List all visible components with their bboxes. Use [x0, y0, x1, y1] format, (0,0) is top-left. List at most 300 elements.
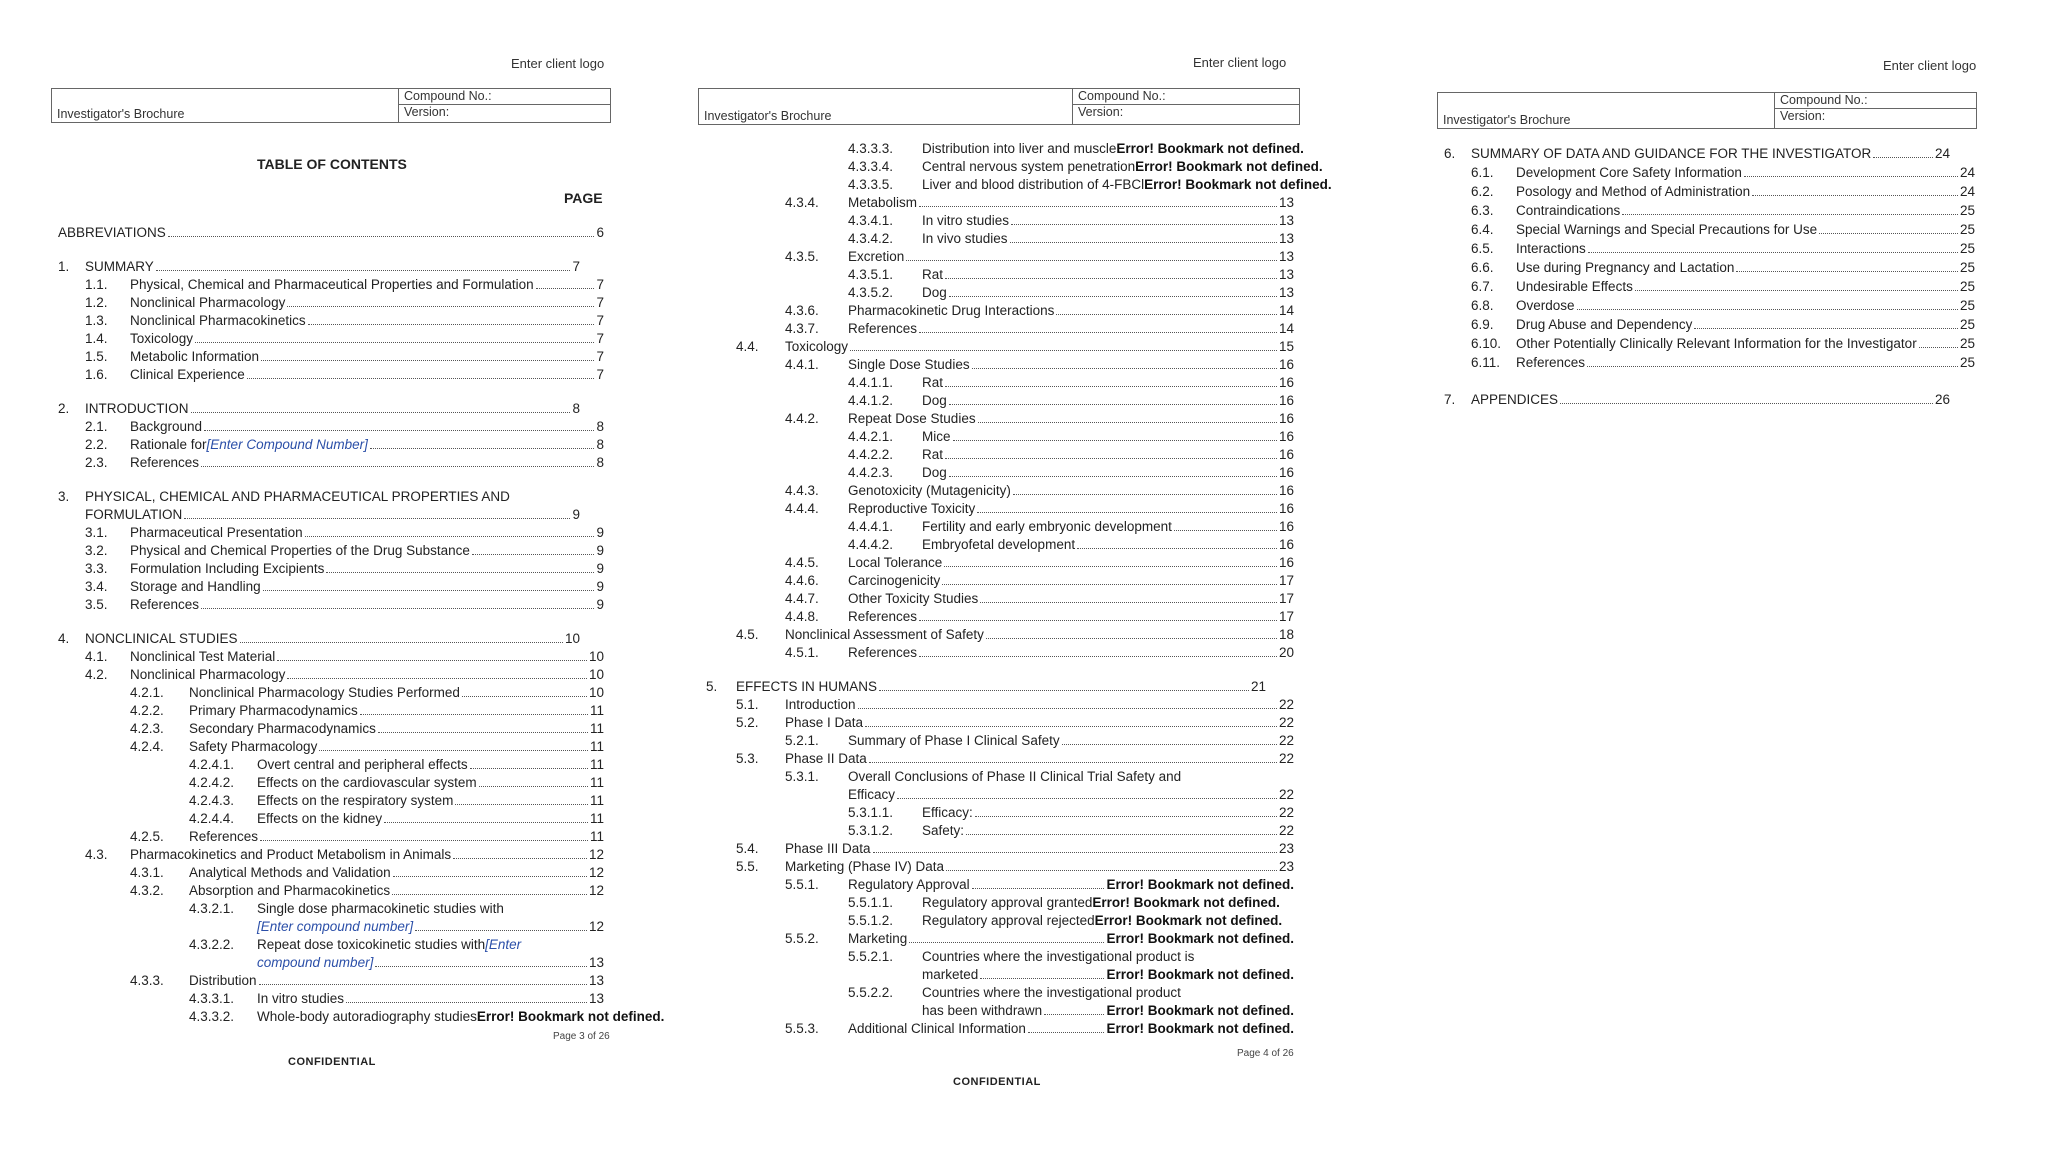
toc-entry-title: Excretion [848, 249, 905, 264]
toc-page-ref: 10 [588, 649, 604, 664]
toc-entry-title: Rat [922, 267, 944, 282]
toc-entry-title: Physical and Chemical Properties of the Drug Substance [130, 543, 470, 558]
confidential-footer: CONFIDENTIAL [288, 1056, 376, 1068]
toc-entry-title: Fertility and early embryonic development [922, 519, 1172, 534]
toc-entry[interactable] [1516, 354, 1975, 372]
toc-page-ref: 13 [1278, 249, 1294, 264]
toc-entry-title: Single Dose Studies [848, 357, 970, 372]
toc-entry-number: 6.11. [1471, 355, 1501, 370]
toc-entry-number: 6.10. [1471, 336, 1502, 351]
version-label: Version: [404, 105, 450, 119]
toc-page-ref: 7 [596, 331, 604, 346]
toc-entry-number: 4.4.1.1. [848, 375, 894, 390]
toc-entry-number: 6.1. [1471, 165, 1494, 180]
compound-number-label: Compound No.: [1078, 89, 1166, 103]
toc-entry-title: Effects on the cardiovascular system [257, 775, 477, 790]
toc-page-ref: 12 [588, 919, 604, 934]
dot-leader [1587, 366, 1958, 367]
toc-entry-number: 4.3.6. [785, 303, 819, 318]
toc-entry-number: 5. [706, 679, 718, 694]
toc-entry-number: 4.2.4.4. [189, 811, 235, 826]
toc-entry-number: 5.3.1. [785, 769, 819, 784]
dot-leader [1694, 328, 1958, 329]
toc-entry[interactable] [1471, 391, 1950, 409]
bookmark-error-text: Error! Bookmark not defined. [1106, 1003, 1294, 1018]
toc-page-ref: 13 [1278, 213, 1294, 228]
toc-entry-number: 5.3.1.2. [848, 823, 894, 838]
toc-page-ref: 7 [596, 277, 604, 292]
toc-entry-title: Other Potentially Clinically Relevant Information for the Investigator [1516, 336, 1917, 351]
toc-entry-number: 4.3.4.1. [848, 213, 894, 228]
toc-entry-title: Regulatory approval granted [922, 895, 1093, 910]
toc-page-ref: 9 [572, 507, 580, 522]
version-label: Version: [1780, 109, 1826, 123]
toc-entry[interactable] [1516, 240, 1975, 258]
toc-entry-number: 4.2.4. [130, 739, 164, 754]
dot-leader [1560, 403, 1933, 404]
toc-page-ref: 9 [596, 561, 604, 576]
toc-entry-number: 1.4. [85, 331, 108, 346]
toc-entry-title: Nonclinical Pharmacology [130, 667, 286, 682]
toc-entry-number: 2.2. [85, 437, 108, 452]
toc-entry-title: References [189, 829, 259, 844]
toc-page-ref: 25 [1959, 260, 1975, 275]
toc-entry-title: In vitro studies [922, 213, 1010, 228]
toc-entry-title: References [1516, 355, 1586, 370]
toc-entry-title: Nonclinical Pharmacology [130, 295, 286, 310]
toc-entry-title: Efficacy: [922, 805, 973, 820]
bookmark-error-text: Error! Bookmark not defined. [476, 1009, 665, 1024]
dot-leader [1873, 157, 1933, 158]
toc-page-ref: 10 [588, 685, 604, 700]
version-label: Version: [1078, 105, 1124, 119]
toc-page-ref: 9 [596, 543, 604, 558]
toc-entry-number: 3.4. [85, 579, 108, 594]
toc-entry-title: Physical, Chemical and Pharmaceutical Properties and Formulation [130, 277, 534, 292]
toc-page-ref: 24 [1959, 165, 1975, 180]
toc-entry-number: 4.5.1. [785, 645, 819, 660]
toc-entry-number: 6.3. [1471, 203, 1494, 218]
compound-number-label: Compound No.: [1780, 93, 1868, 107]
toc-entry-number: 1.1. [85, 277, 108, 292]
client-logo-placeholder: Enter client logo [511, 56, 605, 71]
toc-entry-number: 4.3.3.2. [189, 1009, 235, 1024]
bookmark-error-text: Error! Bookmark not defined. [1106, 967, 1294, 982]
toc-entry-title: In vivo studies [922, 231, 1008, 246]
toc-entry-title: Metabolism [848, 195, 918, 210]
toc-page-ref: 21 [1250, 679, 1266, 694]
toc-page-ref: 16 [1278, 357, 1294, 372]
toc-entry-number: 5.2.1. [785, 733, 819, 748]
toc-entry[interactable] [1516, 259, 1975, 277]
toc-page-ref: 22 [1278, 733, 1294, 748]
toc-entry-title: Whole-body autoradiography studies [257, 1009, 477, 1024]
toc-page-ref: 8 [572, 401, 580, 416]
toc-entry-title: Safety Pharmacology [189, 739, 318, 754]
toc-entry-title: Primary Pharmacodynamics [189, 703, 358, 718]
toc-entry[interactable] [1516, 221, 1975, 239]
toc-entry-number: 6.9. [1471, 317, 1494, 332]
dot-leader [1577, 309, 1958, 310]
toc-entry-number: 4.4.2.2. [848, 447, 894, 462]
toc-entry-number: 4.1. [85, 649, 108, 664]
dot-leader [1736, 271, 1958, 272]
toc-entry-title: ABBREVIATIONS [58, 225, 166, 240]
toc-entry-number: 6.2. [1471, 184, 1494, 199]
toc-entry-title: Rationale for [130, 437, 207, 452]
toc-entry-number: 1.6. [85, 367, 108, 382]
toc-entry-title: Distribution into liver and muscle [922, 141, 1117, 156]
toc-entry-number: 4.2.5. [130, 829, 164, 844]
compound-number-placeholder: [Enter [485, 937, 522, 952]
toc-page-ref: 14 [1278, 303, 1294, 318]
toc-entry-number: 2.1. [85, 419, 108, 434]
dot-leader [1622, 214, 1958, 215]
toc-entry-number: 4.3. [85, 847, 108, 862]
toc-entry-number: 5.2. [736, 715, 759, 730]
toc-entry-title: In vitro studies [257, 991, 345, 1006]
toc-entry-title: Pharmaceutical Presentation [130, 525, 303, 540]
toc-entry-number: 4.4.2.3. [848, 465, 894, 480]
toc-entry-title: Single dose pharmacokinetic studies with [257, 901, 504, 916]
confidential-footer: CONFIDENTIAL [953, 1076, 1041, 1088]
document-title: Investigator's Brochure [57, 107, 185, 121]
toc-entry-number: 4.3.5. [785, 249, 819, 264]
toc-page-ref: 8 [596, 437, 604, 452]
toc-entry[interactable] [1516, 316, 1975, 334]
toc-entry-title: References [848, 609, 918, 624]
toc-entry-number: 5.5.2.2. [848, 985, 894, 1000]
toc-entry-title: Nonclinical Assessment of Safety [785, 627, 984, 642]
toc-entry-title: Rat [922, 375, 944, 390]
dot-leader [1588, 252, 1958, 253]
toc-entry-title: Reproductive Toxicity [848, 501, 976, 516]
toc-entry[interactable] [1516, 278, 1975, 296]
toc-page-ref: 23 [1278, 859, 1294, 874]
toc-entry-title: Dog [922, 393, 947, 408]
toc-page-ref: 12 [588, 847, 604, 862]
toc-page-ref: 25 [1959, 279, 1975, 294]
dot-leader [1635, 290, 1958, 291]
toc-entry-number: 4.2.4.1. [189, 757, 235, 772]
toc-entry-title: Secondary Pharmacodynamics [189, 721, 376, 736]
toc-entry-title: References [130, 597, 200, 612]
toc-entry-number: 4.2.2. [130, 703, 164, 718]
toc-entry-title: Special Warnings and Special Precautions for Use [1516, 222, 1818, 237]
toc-page-ref: 17 [1278, 573, 1294, 588]
toc-entry-title: Toxicology [785, 339, 849, 354]
toc-entry-title: Rat [922, 447, 944, 462]
toc-page-ref: 10 [564, 631, 580, 646]
toc-entry-title: Analytical Methods and Validation [189, 865, 391, 880]
toc-entry-title: Development Core Safety Information [1516, 165, 1742, 180]
toc-entry-number: 5.5.2.1. [848, 949, 894, 964]
toc-entry[interactable] [1516, 202, 1975, 220]
toc-page-ref: 11 [589, 703, 604, 718]
toc-page-ref: 25 [1959, 355, 1975, 370]
toc-entry-title: Other Toxicity Studies [848, 591, 979, 606]
toc-entry-title: Countries where the investigational product is [922, 949, 1195, 964]
toc-page-ref: 20 [1278, 645, 1294, 660]
toc-entry-title: marketed [922, 967, 979, 982]
toc-entry-title: FORMULATION [85, 507, 183, 522]
toc-page-ref: 22 [1278, 787, 1294, 802]
toc-page-ref: 22 [1278, 715, 1294, 730]
toc-page-ref: 9 [596, 525, 604, 540]
toc-entry-number: 5.3.1.1. [848, 805, 894, 820]
toc-entry-title: Marketing [848, 931, 908, 946]
toc-entry-title: Phase II Data [785, 751, 867, 766]
dot-leader [1752, 195, 1958, 196]
dot-leader [1919, 347, 1958, 348]
toc-entry-title: SUMMARY [85, 259, 154, 274]
dot-leader [1819, 233, 1958, 234]
toc-entry-title: Formulation Including Excipients [130, 561, 325, 576]
toc-entry-number: 4.3.3.3. [848, 141, 894, 156]
toc-entry-number: 3.3. [85, 561, 108, 576]
toc-page-ref: 11 [589, 721, 604, 736]
toc-entry-title: Genotoxicity (Mutagenicity) [848, 483, 1011, 498]
toc-entry-number: 3.2. [85, 543, 108, 558]
toc-page-ref: 16 [1278, 411, 1294, 426]
toc-entry-title: Effects on the kidney [257, 811, 383, 826]
document-title: Investigator's Brochure [704, 109, 832, 123]
compound-number-placeholder: [Enter Compound Number] [206, 437, 368, 452]
toc-entry-number: 7. [1444, 392, 1456, 407]
toc-page-ref: 7 [572, 259, 580, 274]
toc-page-ref: 17 [1278, 591, 1294, 606]
toc-entry-title: Overt central and peripheral effects [257, 757, 468, 772]
toc-page-ref: 22 [1278, 823, 1294, 838]
toc-entry-title: Nonclinical Pharmacokinetics [130, 313, 306, 328]
toc-entry-title: Nonclinical Test Material [130, 649, 276, 664]
toc-entry-title: Embryofetal development [922, 537, 1076, 552]
toc-page-ref: 13 [1278, 231, 1294, 246]
toc-page-ref: 14 [1278, 321, 1294, 336]
toc-entry-title: Additional Clinical Information [848, 1021, 1026, 1036]
toc-entry-title: Summary of Phase I Clinical Safety [848, 733, 1060, 748]
toc-page-ref: 16 [1278, 483, 1294, 498]
toc-entry-title: PHYSICAL, CHEMICAL AND PHARMACEUTICAL PROPERTIES AND [85, 489, 510, 504]
toc-entry-title: Efficacy [848, 787, 896, 802]
toc-entry-title: NONCLINICAL STUDIES [85, 631, 238, 646]
toc-entry-title: Pharmacokinetics and Product Metabolism in Animals [130, 847, 452, 862]
toc-entry-title: Regulatory approval rejected [922, 913, 1095, 928]
toc-entry-number: 4.4.4. [785, 501, 819, 516]
document-title: Investigator's Brochure [1443, 113, 1571, 127]
toc-page-ref: 16 [1278, 429, 1294, 444]
toc-page-ref: 7 [596, 313, 604, 328]
toc-entry-title: Contraindications [1516, 203, 1621, 218]
toc-entry-number: 2. [58, 401, 70, 416]
bookmark-error-text: Error! Bookmark not defined. [1106, 877, 1294, 892]
toc-entry-title: APPENDICES [1471, 392, 1559, 407]
toc-page-ref: 24 [1959, 184, 1975, 199]
toc-entry-number: 6.7. [1471, 279, 1494, 294]
toc-entry-number: 4.3.4.2. [848, 231, 894, 246]
client-logo-placeholder: Enter client logo [1193, 55, 1287, 70]
toc-entry-title: Drug Abuse and Dependency [1516, 317, 1693, 332]
toc-entry-number: 4.4.4.2. [848, 537, 894, 552]
toc-page-ref: 23 [1278, 841, 1294, 856]
toc-entry-number: 5.5.1. [785, 877, 819, 892]
toc-page-ref: 25 [1959, 298, 1975, 313]
toc-entry-title: Introduction [785, 697, 856, 712]
toc-entry-number: 4.4.4.1. [848, 519, 894, 534]
toc-entry[interactable] [1516, 183, 1975, 201]
toc-entry-number: 4.3.4. [785, 195, 819, 210]
toc-entry-number: 4.3.3. [130, 973, 164, 988]
toc-page-ref: 11 [589, 793, 604, 808]
toc-page-ref: 25 [1959, 203, 1975, 218]
toc-entry-title: has been withdrawn [922, 1003, 1043, 1018]
toc-page-ref: 11 [589, 811, 604, 826]
toc-page-ref: 13 [1278, 267, 1294, 282]
toc-page-ref: 13 [588, 973, 604, 988]
toc-entry-title: Liver and blood distribution of 4-FBCl [922, 177, 1145, 192]
toc-page-ref: 8 [596, 419, 604, 434]
toc-entry[interactable] [1516, 164, 1975, 182]
toc-entry-number: 3.1. [85, 525, 108, 540]
toc-page-ref: 9 [596, 579, 604, 594]
toc-entry-title: Repeat dose toxicokinetic studies with [257, 937, 486, 952]
toc-entry-number: 5.3. [736, 751, 759, 766]
toc-entry-title: Overdose [1516, 298, 1575, 313]
toc-entry-title: Regulatory Approval [848, 877, 970, 892]
bookmark-error-text: Error! Bookmark not defined. [1094, 913, 1283, 928]
toc-entry-number: 4.3.3.5. [848, 177, 894, 192]
toc-entry-title: Countries where the investigational product [922, 985, 1181, 1000]
toc-entry-number: 4.4.1. [785, 357, 819, 372]
toc-entry-number: 4.2.4.3. [189, 793, 235, 808]
bookmark-error-text: Error! Bookmark not defined. [1144, 177, 1332, 192]
toc-entry[interactable] [1516, 297, 1975, 315]
toc-entry-number: 4.4.3. [785, 483, 819, 498]
toc-page-ref: 15 [1278, 339, 1294, 354]
toc-page-ref: 16 [1278, 393, 1294, 408]
toc-entry-title: Dog [922, 465, 947, 480]
toc-entry-number: 5.5.1.1. [848, 895, 894, 910]
toc-page-ref: 10 [588, 667, 604, 682]
toc-page-ref: 24 [1934, 146, 1950, 161]
toc-entry[interactable] [1471, 145, 1950, 163]
toc-entry-number: 4.4.7. [785, 591, 819, 606]
toc-entry-number: 4.3.3.1. [189, 991, 235, 1006]
toc-entry-number: 4.3.2. [130, 883, 164, 898]
toc-entry-title: References [848, 321, 918, 336]
toc-entry-title: Marketing (Phase IV) Data [785, 859, 945, 874]
toc-page-ref: 13 [588, 955, 604, 970]
toc-page-ref: 6 [596, 225, 604, 240]
toc-entry-title: Carcinogenicity [848, 573, 941, 588]
toc-entry-number: 3. [58, 489, 70, 504]
toc-page-ref: 12 [588, 865, 604, 880]
toc-page-ref: 11 [589, 829, 604, 844]
toc-entry-title: Mice [922, 429, 951, 444]
toc-entry-title: Safety: [922, 823, 965, 838]
toc-entry-title: Nonclinical Pharmacology Studies Performed [189, 685, 460, 700]
toc-entry-number: 4.2.1. [130, 685, 164, 700]
toc-entry[interactable] [1516, 335, 1975, 353]
client-logo-placeholder: Enter client logo [1883, 58, 1977, 73]
toc-entry-number: 1.3. [85, 313, 108, 328]
compound-number-placeholder: compound number] [257, 955, 374, 970]
toc-page-ref: 16 [1278, 537, 1294, 552]
toc-entry-number: 4.3.3.4. [848, 159, 894, 174]
toc-entry-number: 4.2.3. [130, 721, 164, 736]
toc-page-ref: 17 [1278, 609, 1294, 624]
toc-entry-number: 4.3.2.1. [189, 901, 235, 916]
toc-entry-number: 4.3.2.2. [189, 937, 235, 952]
toc-entry-title: Pharmacokinetic Drug Interactions [848, 303, 1055, 318]
document-header [1437, 92, 1977, 129]
page-number: Page 3 of 26 [553, 1031, 610, 1042]
toc-entry-number: 5.5.3. [785, 1021, 819, 1036]
toc-entry-number: 4.3.7. [785, 321, 819, 336]
toc-page-ref: 8 [596, 455, 604, 470]
toc-page-ref: 11 [589, 775, 604, 790]
toc-page-ref: 13 [1278, 195, 1294, 210]
toc-page-ref: 26 [1934, 392, 1950, 407]
toc-entry-number: 5.4. [736, 841, 759, 856]
toc-entry-title: Posology and Method of Administration [1516, 184, 1751, 199]
toc-entry-number: 2.3. [85, 455, 108, 470]
compound-number-placeholder: [Enter compound number] [257, 919, 414, 934]
dot-leader [1744, 176, 1958, 177]
toc-entry-title: Phase I Data [785, 715, 864, 730]
toc-entry-number: 6.4. [1471, 222, 1494, 237]
toc-entry-number: 5.1. [736, 697, 759, 712]
toc-page-ref: 7 [596, 367, 604, 382]
toc-page-ref: 22 [1278, 805, 1294, 820]
toc-entry-title: Effects on the respiratory system [257, 793, 454, 808]
toc-title: TABLE OF CONTENTS [257, 156, 407, 172]
toc-entry-title: Dog [922, 285, 947, 300]
toc-page-ref: 16 [1278, 519, 1294, 534]
toc-entry-number: 4. [58, 631, 70, 646]
toc-entry-title: Central nervous system penetration [922, 159, 1136, 174]
toc-page-ref: 11 [589, 739, 604, 754]
compound-number-label: Compound No.: [404, 89, 492, 103]
toc-entry-title: INTRODUCTION [85, 401, 189, 416]
toc-entry-number: 4.2.4.2. [189, 775, 235, 790]
toc-entry-number: 4.3.5.2. [848, 285, 894, 300]
toc-entry-number: 1.5. [85, 349, 108, 364]
toc-entry-number: 6.6. [1471, 260, 1494, 275]
toc-page-ref: 22 [1278, 697, 1294, 712]
toc-entry-title: SUMMARY OF DATA AND GUIDANCE FOR THE INVESTIGATOR [1471, 146, 1872, 161]
toc-entry-number: 6. [1444, 146, 1456, 161]
toc-page-ref: 16 [1278, 375, 1294, 390]
toc-entry-title: Absorption and Pharmacokinetics [189, 883, 391, 898]
toc-entry-title: Metabolic Information [130, 349, 260, 364]
toc-entry-number: 4.4. [736, 339, 759, 354]
toc-page-ref: 16 [1278, 555, 1294, 570]
toc-entry-number: 5.5. [736, 859, 759, 874]
toc-page-ref: 12 [588, 883, 604, 898]
toc-page-ref: 25 [1959, 222, 1975, 237]
toc-page-ref: 16 [1278, 465, 1294, 480]
toc-page-ref: 13 [588, 991, 604, 1006]
toc-entry-number: 6.5. [1471, 241, 1494, 256]
toc-page-ref: 16 [1278, 447, 1294, 462]
toc-entry-title: EFFECTS IN HUMANS [736, 679, 878, 694]
toc-entry-number: 4.4.2.1. [848, 429, 894, 444]
toc-entry-title: References [130, 455, 200, 470]
bookmark-error-text: Error! Bookmark not defined. [1106, 1021, 1294, 1036]
toc-entry-number: 4.2. [85, 667, 108, 682]
toc-page-ref: 25 [1959, 317, 1975, 332]
